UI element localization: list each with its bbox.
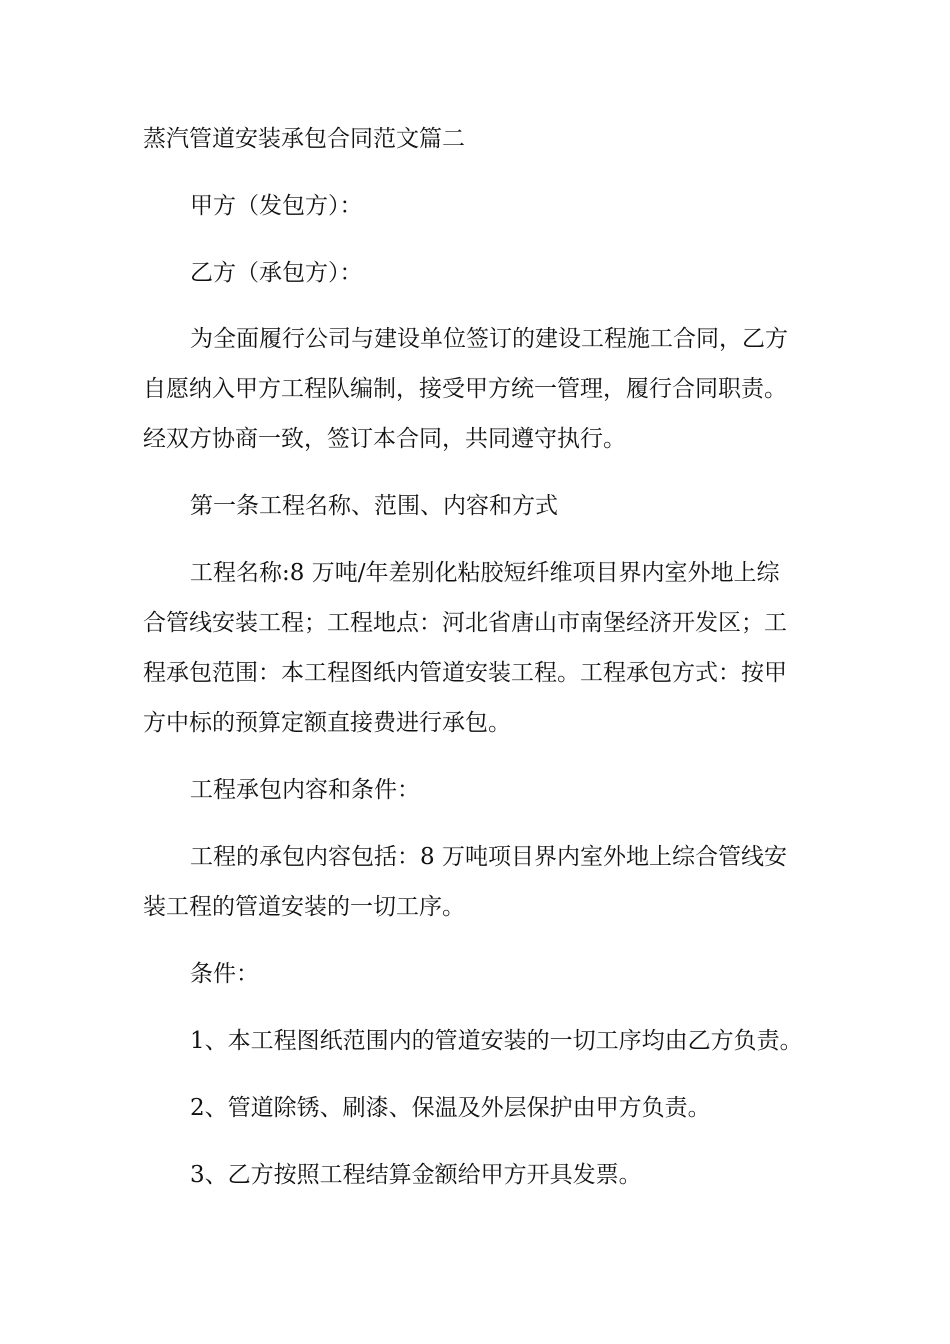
scope-heading: 工程承包内容和条件： <box>190 777 420 803</box>
condition-item: 1、本工程图纸范围内的管道安装的一切工序均由乙方负责。 <box>190 1028 803 1054</box>
document-title: 蒸汽管道安装承包合同范文篇二 <box>143 126 465 152</box>
intro-line: 自愿纳入甲方工程队编制，接受甲方统一管理，履行合同职责。 <box>143 376 787 402</box>
project-info-line: 程承包范围：本工程图纸内管道安装工程。工程承包方式：按甲 <box>143 660 787 686</box>
project-info-line: 工程名称:8 万吨/年差别化粘胶短纤维项目界内室外地上综 <box>190 560 780 586</box>
party-b-label: 乙方（承包方）： <box>190 260 363 286</box>
scope-content-line: 工程的承包内容包括：8 万吨项目界内室外地上综合管线安 <box>190 844 787 870</box>
intro-line: 经双方协商一致，签订本合同，共同遵守执行。 <box>143 426 626 452</box>
intro-line: 为全面履行公司与建设单位签订的建设工程施工合同，乙方 <box>190 326 788 352</box>
project-info-line: 方中标的预算定额直接费进行承包。 <box>143 710 511 736</box>
project-info-line: 合管线安装工程；工程地点：河北省唐山市南堡经济开发区；工 <box>143 610 787 636</box>
conditions-heading: 条件： <box>190 961 259 987</box>
party-a-label: 甲方（发包方）： <box>190 193 363 219</box>
article-heading: 第一条工程名称、范围、内容和方式 <box>190 493 558 519</box>
condition-item: 3、乙方按照工程结算金额给甲方开具发票。 <box>190 1162 642 1188</box>
scope-content-line: 装工程的管道安装的一切工序。 <box>143 894 465 920</box>
condition-item: 2、管道除锈、刷漆、保温及外层保护由甲方负责。 <box>190 1095 711 1121</box>
